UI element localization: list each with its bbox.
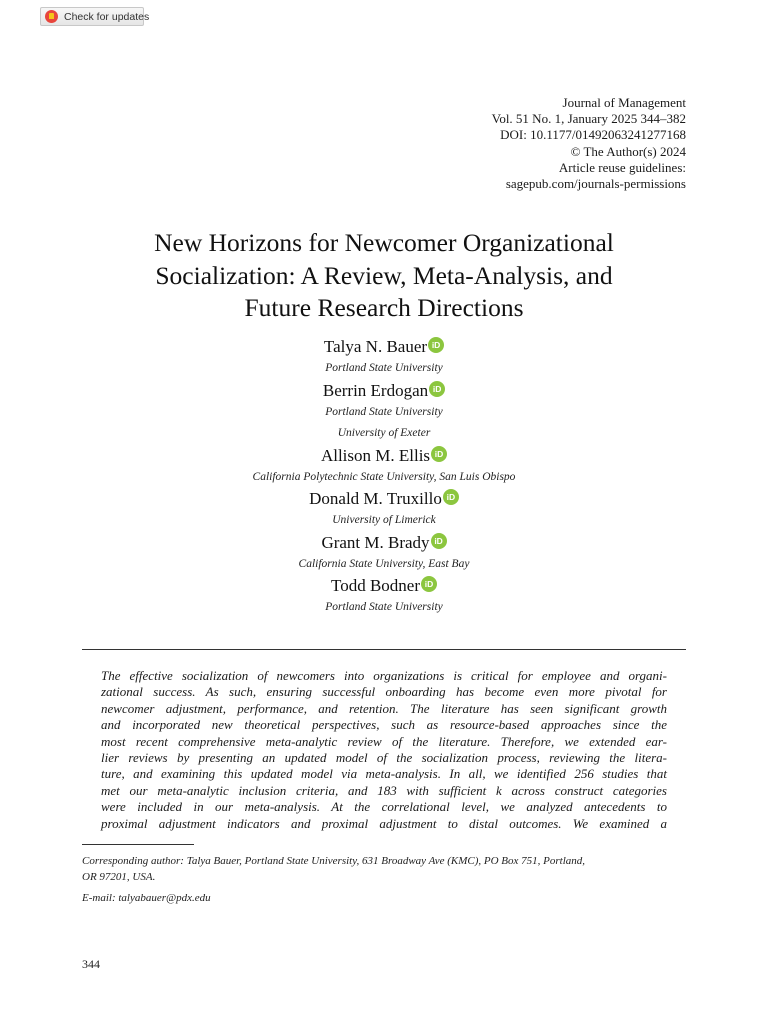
journal-copyright: © The Author(s) 2024 bbox=[570, 143, 686, 159]
abstract-line: met our meta-analytic inclusion criteria, and 183 with sufficient k across construct categories bbox=[101, 782, 667, 798]
journal-volume: Vol. 51 No. 1, January 2025 344–382 bbox=[491, 111, 686, 127]
author-name bbox=[82, 380, 686, 402]
journal-name: Journal of Management bbox=[562, 95, 686, 110]
journal-reuse-link[interactable]: sagepub.com/journals-permissions bbox=[505, 176, 686, 192]
corresponding-line: Corresponding author: Talya Bauer, Portland State University, 631 Broadway Ave (KMC), PO Box 751, Portland, bbox=[82, 855, 586, 867]
author-name-text: Grant M. Brady bbox=[321, 532, 430, 552]
orcid-icon[interactable]: iD bbox=[428, 337, 444, 353]
author-name bbox=[82, 575, 686, 597]
abstract-line: ture, and examining this updated model via meta-analysis. In all, we identified 256 studies that bbox=[101, 766, 667, 782]
journal-doi[interactable]: DOI: 10.1177/01492063241277168 bbox=[500, 127, 686, 143]
author-name-text: Berrin Erdogan bbox=[322, 380, 429, 400]
abstract-line: newcomer adjustment, performance, and retention. The literature has seen significant growth bbox=[101, 700, 667, 716]
check-for-updates-label: Check for updates bbox=[64, 10, 150, 23]
author-affiliation: Portland State University bbox=[325, 362, 443, 374]
abstract-line: zational success. As such, ensuring successful onboarding has become even more pivotal for bbox=[101, 684, 667, 700]
corresponding-line: OR 97201, USA. bbox=[82, 871, 156, 883]
orcid-icon[interactable]: iD bbox=[421, 576, 437, 592]
email-note[interactable]: E-mail: talyabauer@pdx.edu bbox=[82, 892, 211, 904]
author-name-text: Todd Bodner bbox=[331, 576, 420, 595]
page-number: 344 bbox=[82, 957, 100, 971]
author-name bbox=[82, 445, 686, 467]
author-affiliation: University of Limerick bbox=[332, 514, 436, 526]
abstract-line: and incorporated new theoretical perspectives, such as resource-based approaches since the bbox=[101, 717, 667, 733]
journal-reuse-label: Article reuse guidelines: bbox=[558, 159, 686, 175]
abstract bbox=[101, 668, 667, 832]
author-affiliation: Portland State University bbox=[325, 405, 443, 418]
author-name-text: Talya N. Bauer bbox=[323, 337, 428, 356]
orcid-icon[interactable]: iD bbox=[431, 446, 447, 462]
article-title bbox=[82, 227, 686, 325]
author-affiliation: University of Exeter bbox=[337, 427, 431, 439]
author-name bbox=[82, 336, 686, 358]
author-name bbox=[82, 532, 686, 554]
check-for-updates-badge[interactable] bbox=[40, 7, 150, 26]
crossmark-icon bbox=[45, 10, 58, 23]
title-line: New Horizons for Newcomer Organizational bbox=[154, 228, 614, 257]
abstract-line: lier reviews by presenting an updated model of the socialization process, reviewing the litera- bbox=[101, 750, 667, 766]
author-list bbox=[82, 336, 686, 619]
corresponding-author-note bbox=[82, 853, 692, 885]
author-name-text: Allison M. Ellis bbox=[320, 445, 431, 465]
title-line: Future Research Directions bbox=[244, 293, 524, 322]
author-affiliation: California Polytechnic State University, San Luis Obispo bbox=[252, 470, 516, 483]
orcid-icon[interactable]: iD bbox=[429, 381, 445, 397]
author-name-text: Donald M. Truxillo bbox=[309, 489, 442, 508]
abstract-line: proximal adjustment indicators and proximal adjustment to distal outcomes. We examined a bbox=[101, 815, 667, 831]
title-line: Socialization: A Review, Meta-Analysis, and bbox=[155, 260, 613, 290]
author-affiliation: California State University, East Bay bbox=[298, 557, 470, 570]
author-name bbox=[82, 488, 686, 510]
author-affiliation: Portland State University bbox=[325, 601, 443, 613]
section-divider bbox=[82, 649, 686, 650]
footnote-divider bbox=[82, 844, 194, 845]
abstract-line: most recent comprehensive meta-analytic review of the literature. Therefore, we extended ear- bbox=[101, 733, 667, 749]
orcid-icon[interactable]: iD bbox=[443, 489, 459, 505]
journal-info bbox=[492, 95, 686, 192]
abstract-line: The effective socialization of newcomers into organizations is critical for employee and organi- bbox=[101, 668, 667, 683]
abstract-line: were included in our meta-analysis. At the correlational level, we analyzed antecedents to bbox=[101, 799, 667, 815]
orcid-icon[interactable]: iD bbox=[431, 533, 447, 549]
